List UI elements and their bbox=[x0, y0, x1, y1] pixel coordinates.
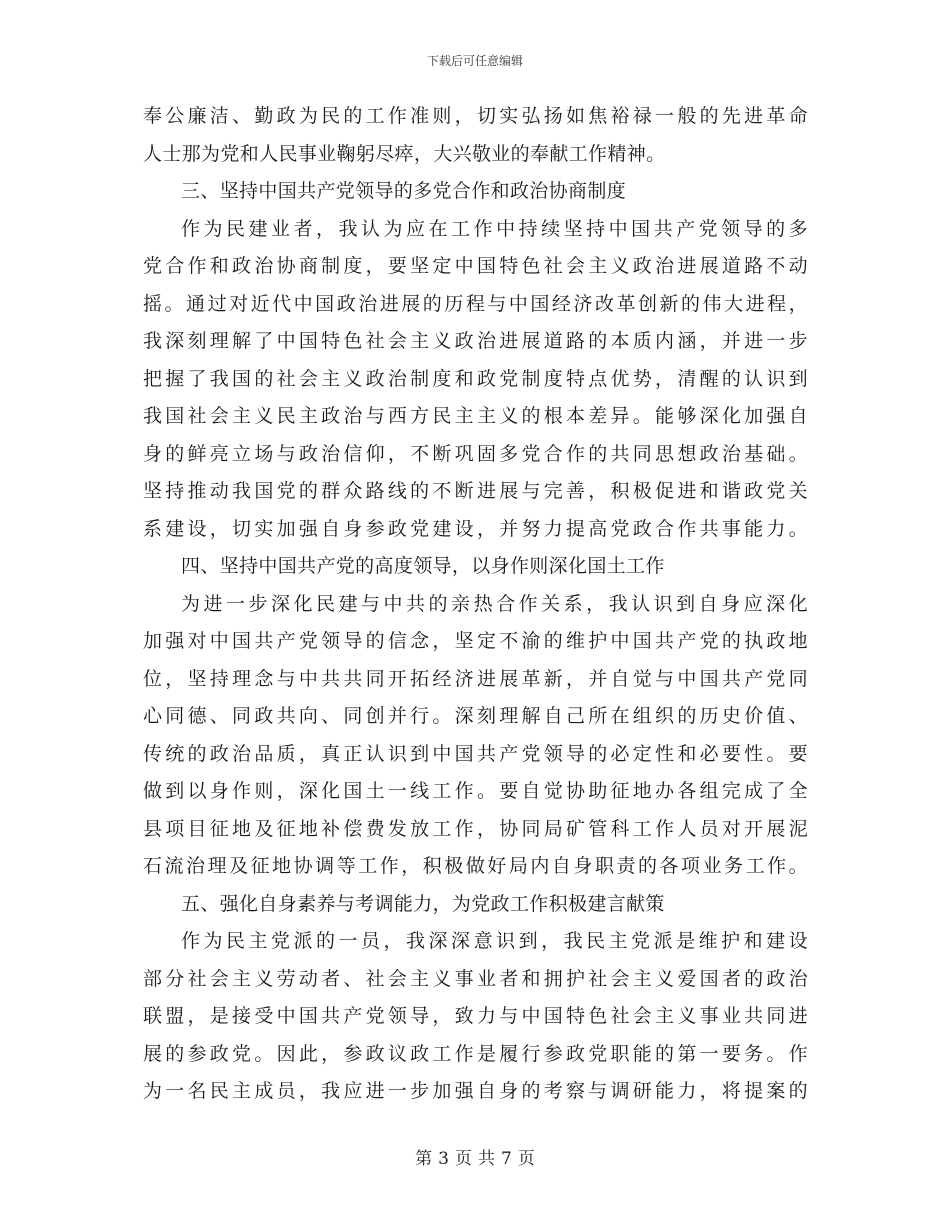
footer-total-pages: 7 bbox=[501, 1149, 512, 1169]
paragraph-line: 联盟，是接受中国共产党领导，致力与中国特色社会主义事业共同进 bbox=[143, 1005, 808, 1027]
paragraph-line: 我深刻理解了中国特色社会主义政治进展道路的本质内涵，并进一步 bbox=[143, 330, 808, 352]
paragraph-line: 为一名民主成员，我应进一步加强自身的考察与调研能力，将提案的 bbox=[143, 1080, 808, 1102]
paragraph-line: 加强对中国共产党领导的信念，坚定不渝的维护中国共产党的执政地 bbox=[143, 630, 808, 652]
paragraph-line: 我国社会主义民主政治与西方民主主义的根本差异。能够深化加强自 bbox=[143, 405, 808, 427]
paragraph-line: 心同德、同政共向、同创并行。深刻理解自己所在组织的历史价值、 bbox=[143, 705, 808, 727]
document-body bbox=[143, 98, 808, 1111]
page-header-note: 下载后可任意编辑 bbox=[426, 54, 523, 68]
paragraph-line: 作为民建业者，我认为应在工作中持续坚持中国共产党领导的多 bbox=[181, 217, 808, 240]
section-heading: 五、强化自身素养与考调能力，为党政工作积极建言献策 bbox=[181, 892, 665, 915]
footer-total-word: 共 bbox=[478, 1149, 495, 1169]
paragraph-line: 人士那为党和人民事业鞠躬尽瘁，大兴敬业的奉献工作精神。 bbox=[143, 142, 666, 165]
paragraph-line: 部分社会主义劳动者、社会主义事业者和拥护社会主义爱国者的政治 bbox=[143, 967, 808, 990]
paragraph-line: 党合作和政治协商制度，要坚定中国特色社会主义政治进展道路不动 bbox=[143, 255, 808, 277]
section-heading: 四、坚持中国共产党的高度领导，以身作则深化国土工作 bbox=[181, 555, 665, 577]
paragraph-line: 作为民主党派的一员，我深深意识到，我民主党派是维护和建设 bbox=[181, 930, 808, 952]
paragraph-line: 为进一步深化民建与中共的亲热合作关系，我认识到自身应深化 bbox=[181, 592, 808, 615]
paragraph-line: 位，坚持理念与中共共同开拓经济进展革新，并自觉与中国共产党同 bbox=[143, 667, 808, 690]
paragraph-line: 做到以身作则，深化国土一线工作。要自觉协助征地办各组完成了全 bbox=[143, 780, 808, 802]
paragraph-line: 奉公廉洁、勤政为民的工作准则，切实弘扬如焦裕禄一般的先进革命 bbox=[143, 105, 808, 127]
footer-current-page: 3 bbox=[438, 1149, 449, 1169]
footer-page-word: 页 bbox=[455, 1149, 472, 1169]
paragraph-line: 身的鲜亮立场与政治信仰，不断巩固多党合作的共同思想政治基础。 bbox=[143, 442, 808, 465]
paragraph-line: 坚持推动我国党的群众路线的不断进展与完善，积极促进和谐政党关 bbox=[143, 480, 808, 502]
page-number-footer bbox=[0, 1148, 950, 1170]
paragraph-line: 石流治理及征地协调等工作，积极做好局内自身职责的各项业务工作。 bbox=[143, 855, 808, 877]
paragraph-line: 把握了我国的社会主义政治制度和政党制度特点优势，清醒的认识到 bbox=[143, 367, 808, 390]
paragraph-line: 摇。通过对近代中国政治进展的历程与中国经济改革创新的伟大进程， bbox=[143, 292, 808, 315]
paragraph-line: 系建设，切实加强自身参政党建设，并努力提高党政合作共事能力。 bbox=[143, 517, 808, 540]
paragraph-line: 县项目征地及征地补偿费发放工作，协同局矿管科工作人员对开展泥 bbox=[143, 817, 808, 840]
footer-suffix: 页 bbox=[517, 1149, 535, 1169]
footer-prefix: 第 bbox=[415, 1149, 433, 1169]
paragraph-line: 展的参政党。因此，参政议政工作是履行参政党职能的第一要务。作 bbox=[143, 1042, 808, 1065]
paragraph-line: 传统的政治品质，真正认识到中国共产党领导的必定性和必要性。要 bbox=[143, 742, 808, 765]
section-heading: 三、坚持中国共产党领导的多党合作和政治协商制度 bbox=[181, 180, 627, 202]
